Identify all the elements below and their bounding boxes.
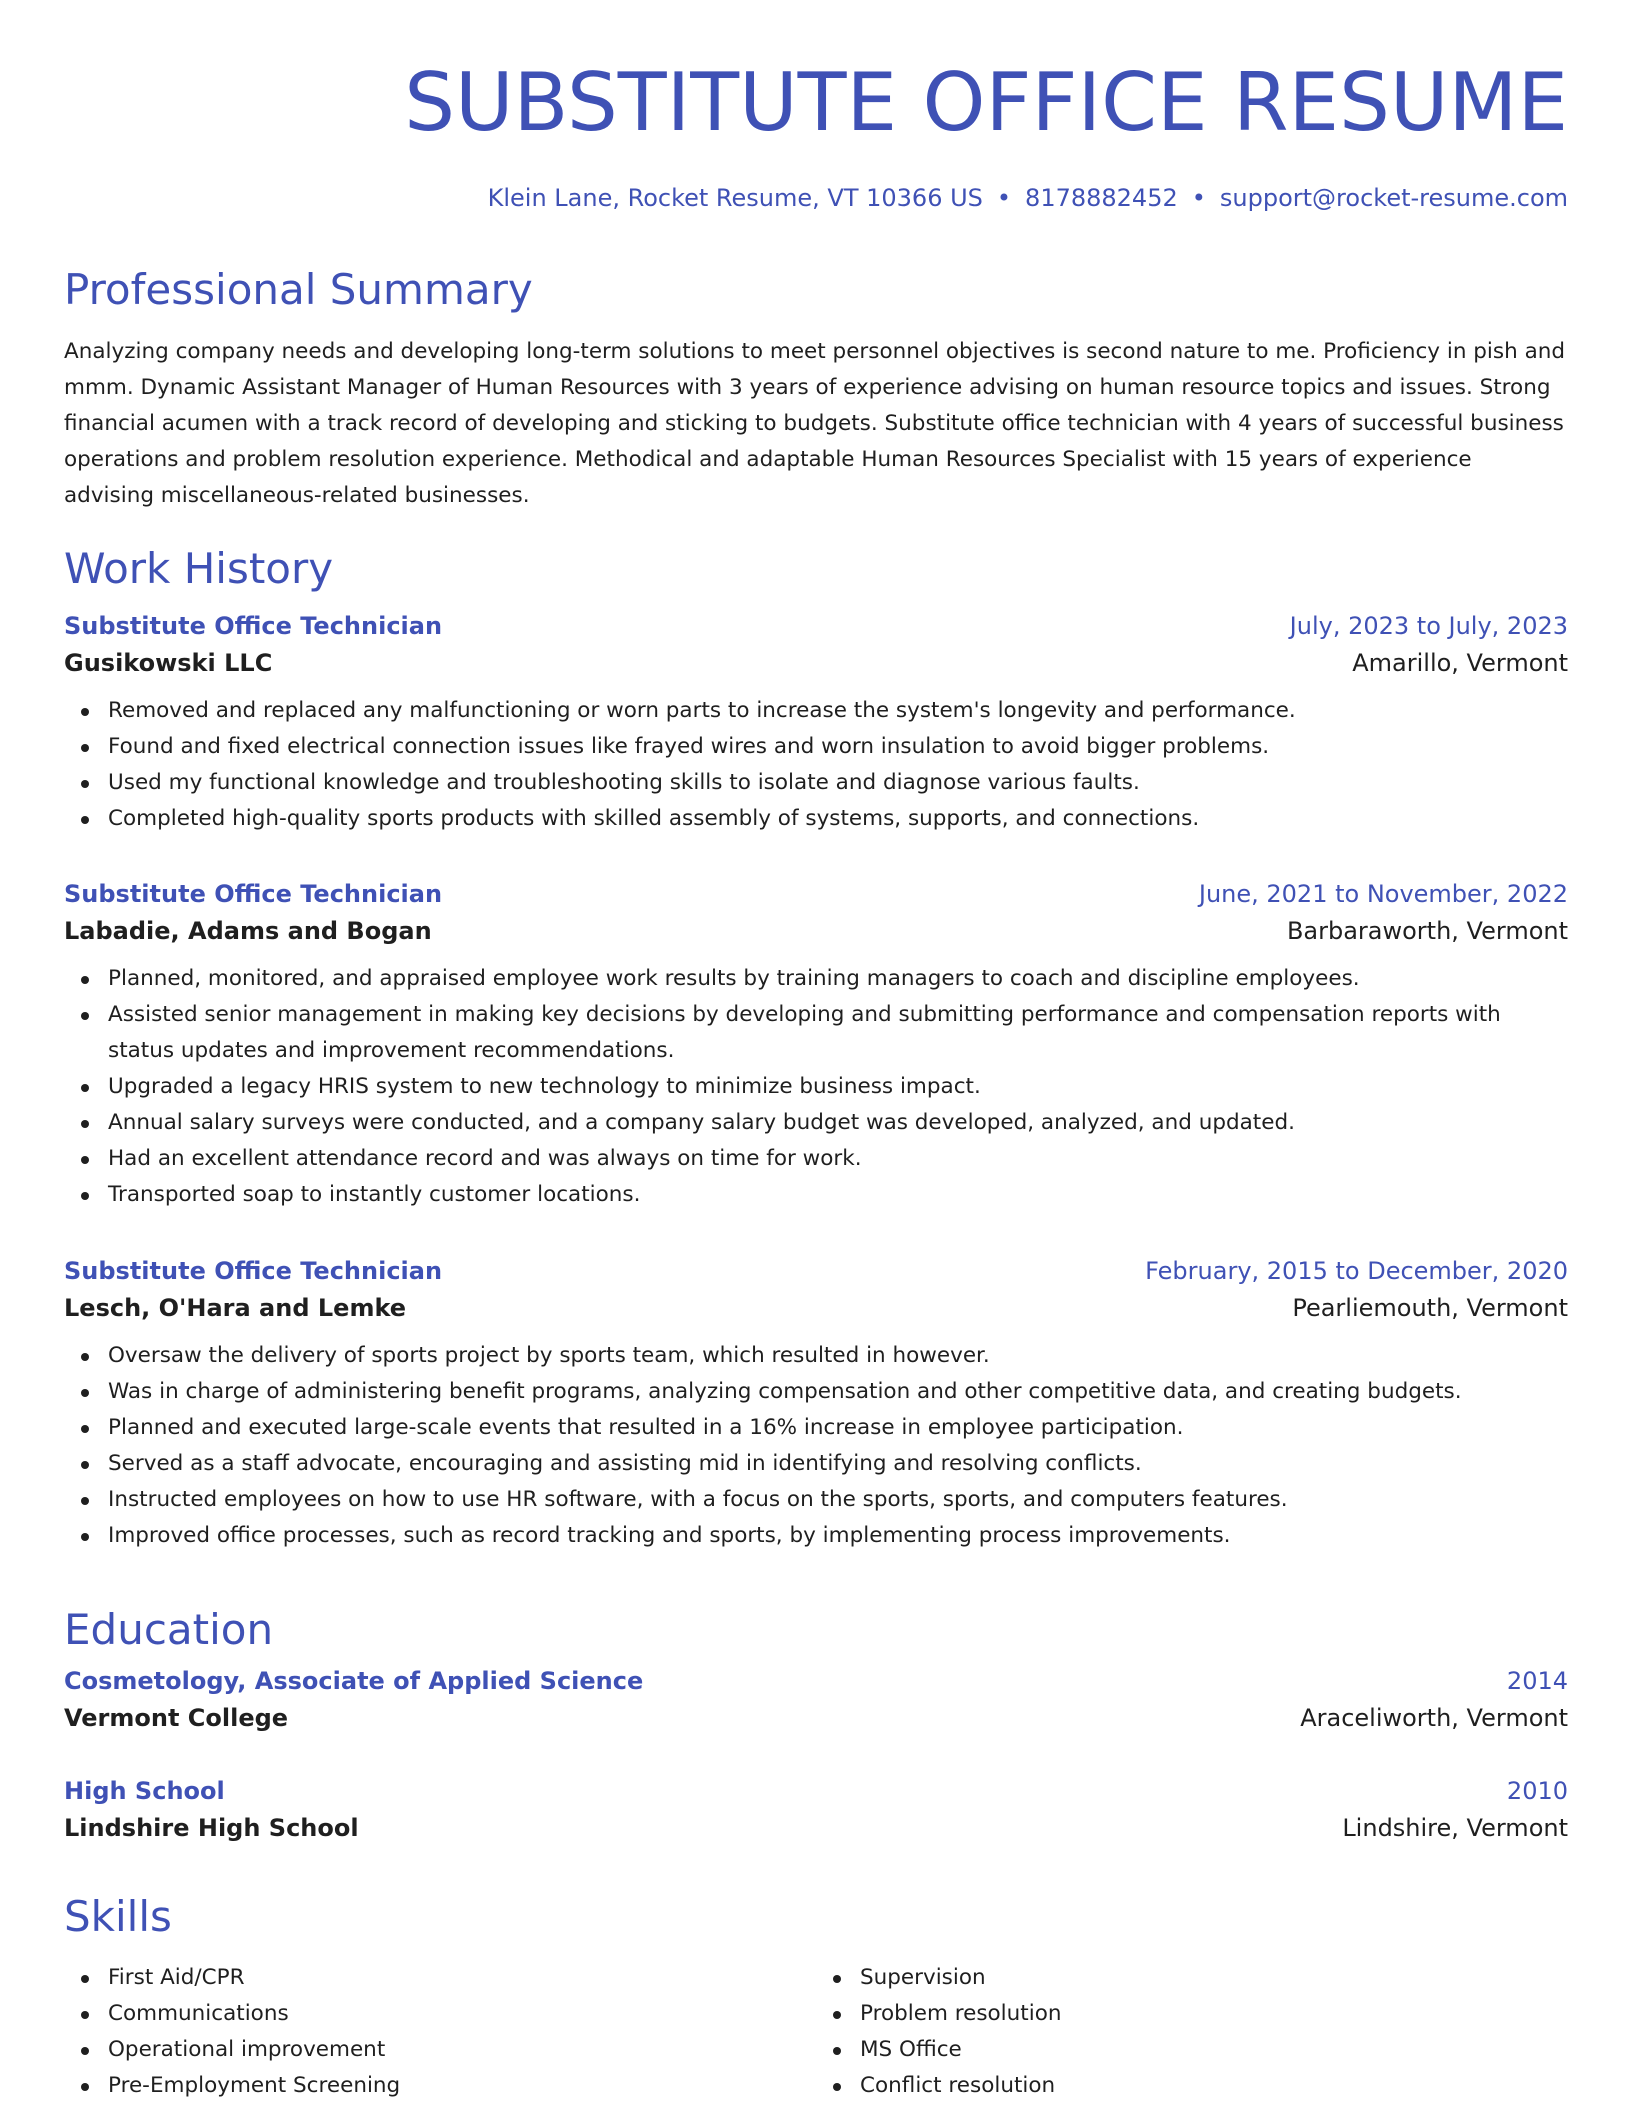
- job-dates: February, 2015 to December, 2020: [1145, 1257, 1568, 1285]
- job-location: Pearliemouth, Vermont: [1292, 1294, 1568, 1322]
- job-bullet: Planned, monitored, and appraised employee work results by training managers to coach and discipline employees.: [108, 961, 1568, 997]
- job-entry: [64, 1254, 1568, 1554]
- skills-list: [64, 1960, 1568, 2104]
- contact-line: [488, 182, 1568, 214]
- job-bullet: Oversaw the delivery of sports project by sports team, which resulted in however.: [108, 1338, 1568, 1374]
- skill-item: First Aid/CPR: [108, 1960, 816, 1996]
- job-bullet: Assisted senior management in making key decisions by developing and submitting performance and compensation reports with status updates and improvement recommendations.: [108, 997, 1568, 1069]
- job-bullet: Transported soap to instantly customer locations.: [108, 1177, 1568, 1213]
- job-location: Amarillo, Vermont: [1352, 649, 1568, 677]
- job-bullet: Completed high-quality sports products with skilled assembly of systems, supports, and connections.: [108, 801, 1568, 837]
- job-bullets: [64, 961, 1568, 1213]
- education-year: 2014: [1506, 1667, 1568, 1695]
- education-school: Vermont College: [64, 1704, 289, 1732]
- job-bullet: Used my functional knowledge and troubleshooting skills to isolate and diagnose various faults.: [108, 765, 1568, 801]
- education-entry: [64, 1664, 1568, 1738]
- job-title: Substitute Office Technician: [64, 1257, 443, 1285]
- job-bullets: [64, 693, 1568, 837]
- job-bullet: Served as a staff advocate, encouraging and assisting mid in identifying and resolving conflicts.: [108, 1446, 1568, 1482]
- job-bullet: Annual salary surveys were conducted, and a company salary budget was developed, analyzed, and updated.: [108, 1105, 1568, 1141]
- summary-text: Analyzing company needs and developing long-term solutions to meet personnel objectives is second nature to me. Proficiency in pish and mmm. Dynamic Assistant Manager of Human Resources with 3 years of experience advising on human resource topics and issues. Strong financial acumen with a track record of developing and sticking to budgets. Substitute office technician with 4 years of successful business operations and problem resolution experience. Methodical and adaptable Human Resources Specialist with 15 years of experience advising miscellaneous-related businesses.: [64, 339, 1566, 508]
- skill-item: Communications: [108, 1996, 816, 2032]
- education-location: Araceliworth, Vermont: [1300, 1704, 1568, 1732]
- job-bullet: Had an excellent attendance record and was always on time for work.: [108, 1141, 1568, 1177]
- job-bullet: Removed and replaced any malfunctioning or worn parts to increase the system's longevity and performance.: [108, 693, 1568, 729]
- job-bullet: Upgraded a legacy HRIS system to new technology to minimize business impact.: [108, 1069, 1568, 1105]
- job-bullet: Instructed employees on how to use HR software, with a focus on the sports, sports, and computers features.: [108, 1482, 1568, 1518]
- skills-column-left: [64, 1960, 816, 2104]
- education-heading: Education: [64, 1605, 274, 1654]
- resume-title: SUBSTITUTE OFFICE RESUME: [404, 56, 1568, 149]
- education-year: 2010: [1506, 1777, 1568, 1805]
- education-degree: Cosmetology, Associate of Applied Science: [64, 1667, 644, 1695]
- contact-separator: •: [996, 184, 1012, 212]
- skill-item: Conflict resolution: [860, 2068, 1568, 2104]
- job-company: Labadie, Adams and Bogan: [64, 917, 432, 945]
- job-title: Substitute Office Technician: [64, 880, 443, 908]
- job-bullets: [64, 1338, 1568, 1554]
- contact-phone: 8178882452: [1025, 184, 1178, 212]
- contact-separator: •: [1191, 184, 1206, 212]
- summary-heading: Professional Summary: [64, 265, 533, 314]
- job-location: Barbaraworth, Vermont: [1286, 917, 1568, 945]
- education-entry: [64, 1774, 1568, 1848]
- education-location: Lindshire, Vermont: [1342, 1814, 1568, 1842]
- job-bullet: Found and fixed electrical connection issues like frayed wires and worn insulation to avoid bigger problems.: [108, 729, 1568, 765]
- job-company: Gusikowski LLC: [64, 649, 273, 677]
- contact-email: support@rocket-resume.com: [1219, 184, 1568, 212]
- education-degree: High School: [64, 1777, 225, 1805]
- education-school: Lindshire High School: [64, 1814, 359, 1842]
- job-entry: [64, 609, 1568, 837]
- job-title: Substitute Office Technician: [64, 612, 443, 640]
- job-bullet: Improved office processes, such as record tracking and sports, by implementing process improvements.: [108, 1518, 1568, 1554]
- skills-heading: Skills: [64, 1892, 172, 1941]
- job-company: Lesch, O'Hara and Lemke: [64, 1294, 407, 1322]
- job-bullet: Was in charge of administering benefit programs, analyzing compensation and other competitive data, and creating budgets.: [108, 1374, 1568, 1410]
- skill-item: Pre-Employment Screening: [108, 2068, 816, 2104]
- skill-item: Problem resolution: [860, 1996, 1568, 2032]
- skill-item: Supervision: [860, 1960, 1568, 1996]
- work-history-heading: Work History: [64, 544, 334, 593]
- skill-item: Operational improvement: [108, 2032, 816, 2068]
- job-dates: July, 2023 to July, 2023: [1289, 612, 1568, 640]
- skill-item: MS Office: [860, 2032, 1568, 2068]
- job-dates: June, 2021 to November, 2022: [1198, 880, 1568, 908]
- skills-column-right: [816, 1960, 1568, 2104]
- contact-address: Klein Lane, Rocket Resume, VT 10366 US: [487, 184, 983, 212]
- job-bullet: Planned and executed large-scale events that resulted in a 16% increase in employee participation.: [108, 1410, 1568, 1446]
- job-entry: [64, 877, 1568, 1213]
